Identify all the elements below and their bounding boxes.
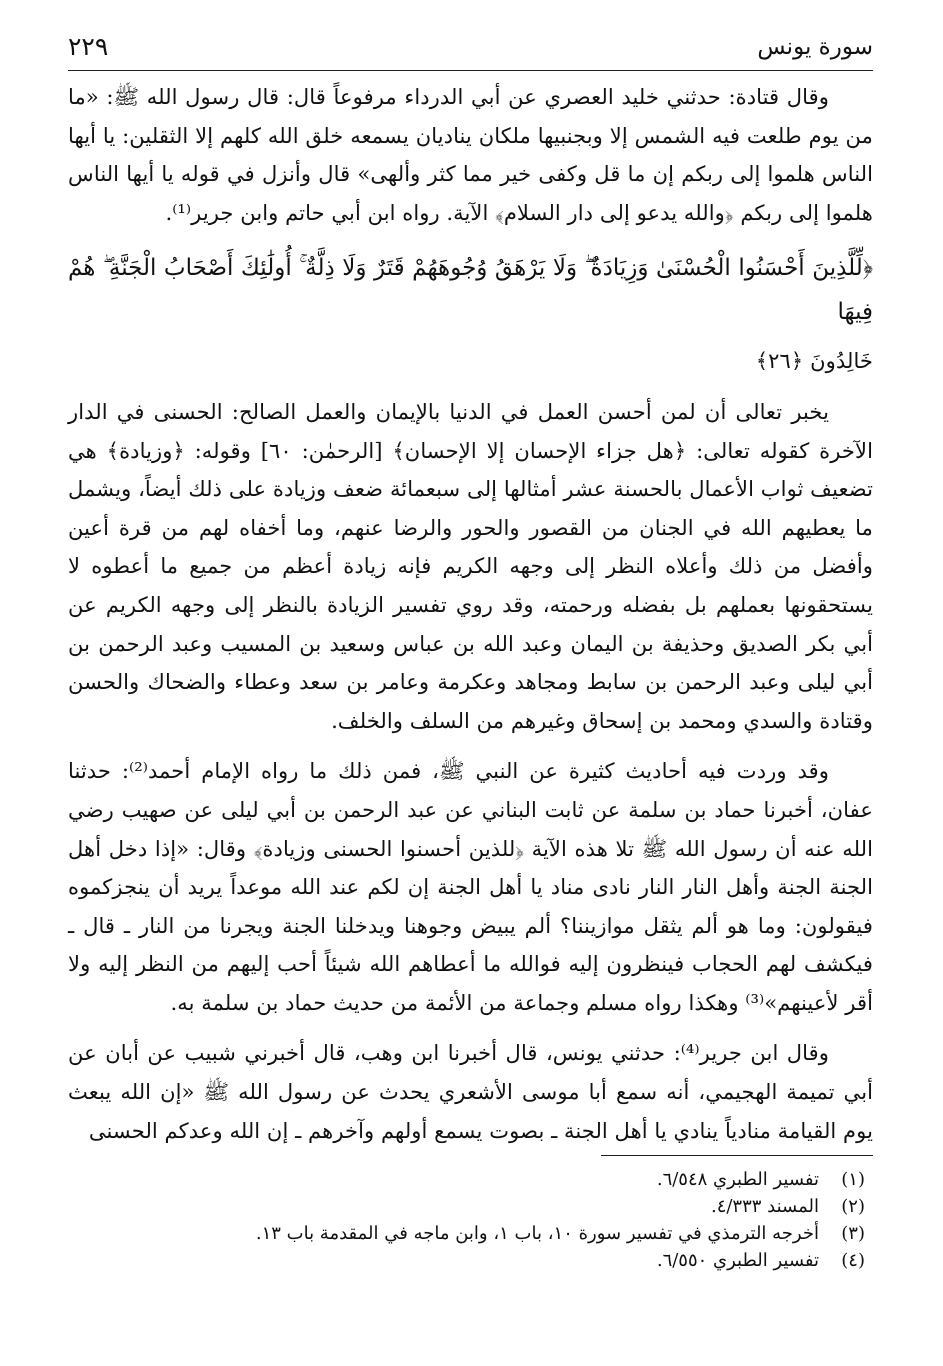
- paragraph-2: يخبر تعالى أن لمن أحسن العمل في الدنيا بالإيمان والعمل الصالح: الحسنى في الدار الآخرة كقوله تعالى: ﴿هل جزاء الإحسان إلا الإحسان﴾ [الرحمٰن: ٦٠] وقوله: ﴿وزيادة﴾ هي تضعيف ثواب الأعمال بالحسنة عشر أمثالها إلى سبعمائة ضعف وزيادة على ذلك أيضاً، ويشمل ما يعطيهم الله في الجنان من القصور والحور والرضا عنهم، وما أخفاه لهم من قرة أعين وأفضل من ذلك وأعلاه النظر إلى وجهه الكريم فإنه زيادة أعظم من جميع ما أعطوه لا يستحقونها بعملهم بل بفضله ورحمته، وقد روي تفسير الزيادة بالنظر إلى وجهه الكريم عن أبي بكر الصديق وحذيفة بن اليمان وعبد الله بن عباس وسعيد بن المسيب وعبد الرحمن بن أبي ليلى وعبد الرحمن بن سابط ومجاهد وعكرمة وعامر بن سعد وعطاء والضحاك والحسن وقتادة والسدي ومحمد بن إسحاق وغيرهم من السلف والخلف.: [68, 398, 873, 733]
- footnote-number: (٣): [841, 1223, 865, 1244]
- paragraph-4: وقال ابن جرير⁽⁴⁾: حدثني يونس، قال أخبرنا ابن وهب، قال أخبرني شبيب عن أبان عن أبي تميمة الهجيمي، أنه سمع أبا موسى الأشعري يحدث عن رسول الله ﷺ «إن الله يبعث يوم القيامة منادياً ينادي يا أهل الجنة ـ بصوت يسمع أولهم وآخرهم ـ إن الله وعدكم الحسنى: [68, 1040, 873, 1143]
- footnote-number: (٢): [841, 1196, 865, 1217]
- footnote-1: [80, 1166, 865, 1193]
- footnote-text: المسند ٤/٣٣٣.: [710, 1196, 819, 1217]
- page-header: [68, 26, 873, 71]
- footnote-text: تفسير الطبري ٦/٥٥٠.: [656, 1250, 819, 1271]
- footnote-2: [80, 1193, 865, 1220]
- footnote-text: أخرجه الترمذي في تفسير سورة ١٠، باب ١، وابن ماجه في المقدمة باب ١٣.: [255, 1223, 819, 1244]
- page-number: ٢٢٩: [68, 32, 109, 61]
- footnote-number: (١): [841, 1169, 865, 1190]
- main-text: [68, 78, 873, 1150]
- quran-verse: ﴿لِّلَّذِينَ أَحْسَنُوا الْحُسْنَىٰ وَزِيَادَةٌ ۖ وَلَا يَرْهَقُ وُجُوهَهُمْ قَتَرٌ وَلَا ذِلَّةٌ ۚ أُولَٰئِكَ أَصْحَابُ الْجَنَّةِ ۖ هُمْ فِيهَا: [68, 255, 873, 326]
- quran-verse-end: خَالِدُونَ ﴿٢٦﴾: [755, 348, 873, 374]
- footnote-number: (٤): [841, 1250, 865, 1271]
- footnote-3: [80, 1220, 865, 1247]
- footnote-text: تفسير الطبري ٦/٥٤٨.: [656, 1169, 819, 1190]
- paragraph-1: وقال قتادة: حدثني خليد العصري عن أبي الدرداء مرفوعاً قال: قال رسول الله ﷺ: «ما من يوم طلعت فيه الشمس إلا وبجنبيها ملكان يناديان يسمعه خلق الله كلهم إلا الثقلين: يا أيها الناس هلموا إلى ربكم إن ما قل وكفى خير مما كثر وألهى» قال وأنزل في قوله يا أيها الناس هلموا إلى ربكم ﴿والله يدعو إلى دار السلام﴾ الآية. رواه ابن أبي حاتم وابن جرير⁽¹⁾.: [68, 84, 873, 225]
- paragraph-3: وقد وردت فيه أحاديث كثيرة عن النبي ﷺ، فمن ذلك ما رواه الإمام أحمد⁽²⁾: حدثنا عفان، أخبرنا حماد بن سلمة عن ثابت البناني عن عبد الرحمن بن أبي ليلى عن صهيب رضي الله عنه أن رسول الله ﷺ تلا هذه الآية ﴿للذين أحسنوا الحسنى وزيادة﴾ وقال: «إذا دخل أهل الجنة الجنة وأهل النار النار نادى مناد يا أهل الجنة إن لكم عند الله موعداً يريد أن ينجزكموه فيقولون: وما هو ألم يثقل موازيننا؟ ألم يبيض وجوهنا ويدخلنا الجنة ويجرنا من النار ـ قال ـ فيكشف لهم الحجاب فينظرون إليه فوالله ما أعطاهم الله شيئاً أحب إليهم من النظر إليه ولا أقر لأعينهم»⁽³⁾ وهكذا رواه مسلم وجماعة من الأئمة من حديث حماد بن سلمة به.: [68, 758, 873, 1015]
- footnote-4: [80, 1247, 865, 1274]
- footnotes: [80, 1166, 865, 1274]
- footnote-separator: [601, 1155, 873, 1156]
- surah-title: سورة يونس: [757, 34, 873, 60]
